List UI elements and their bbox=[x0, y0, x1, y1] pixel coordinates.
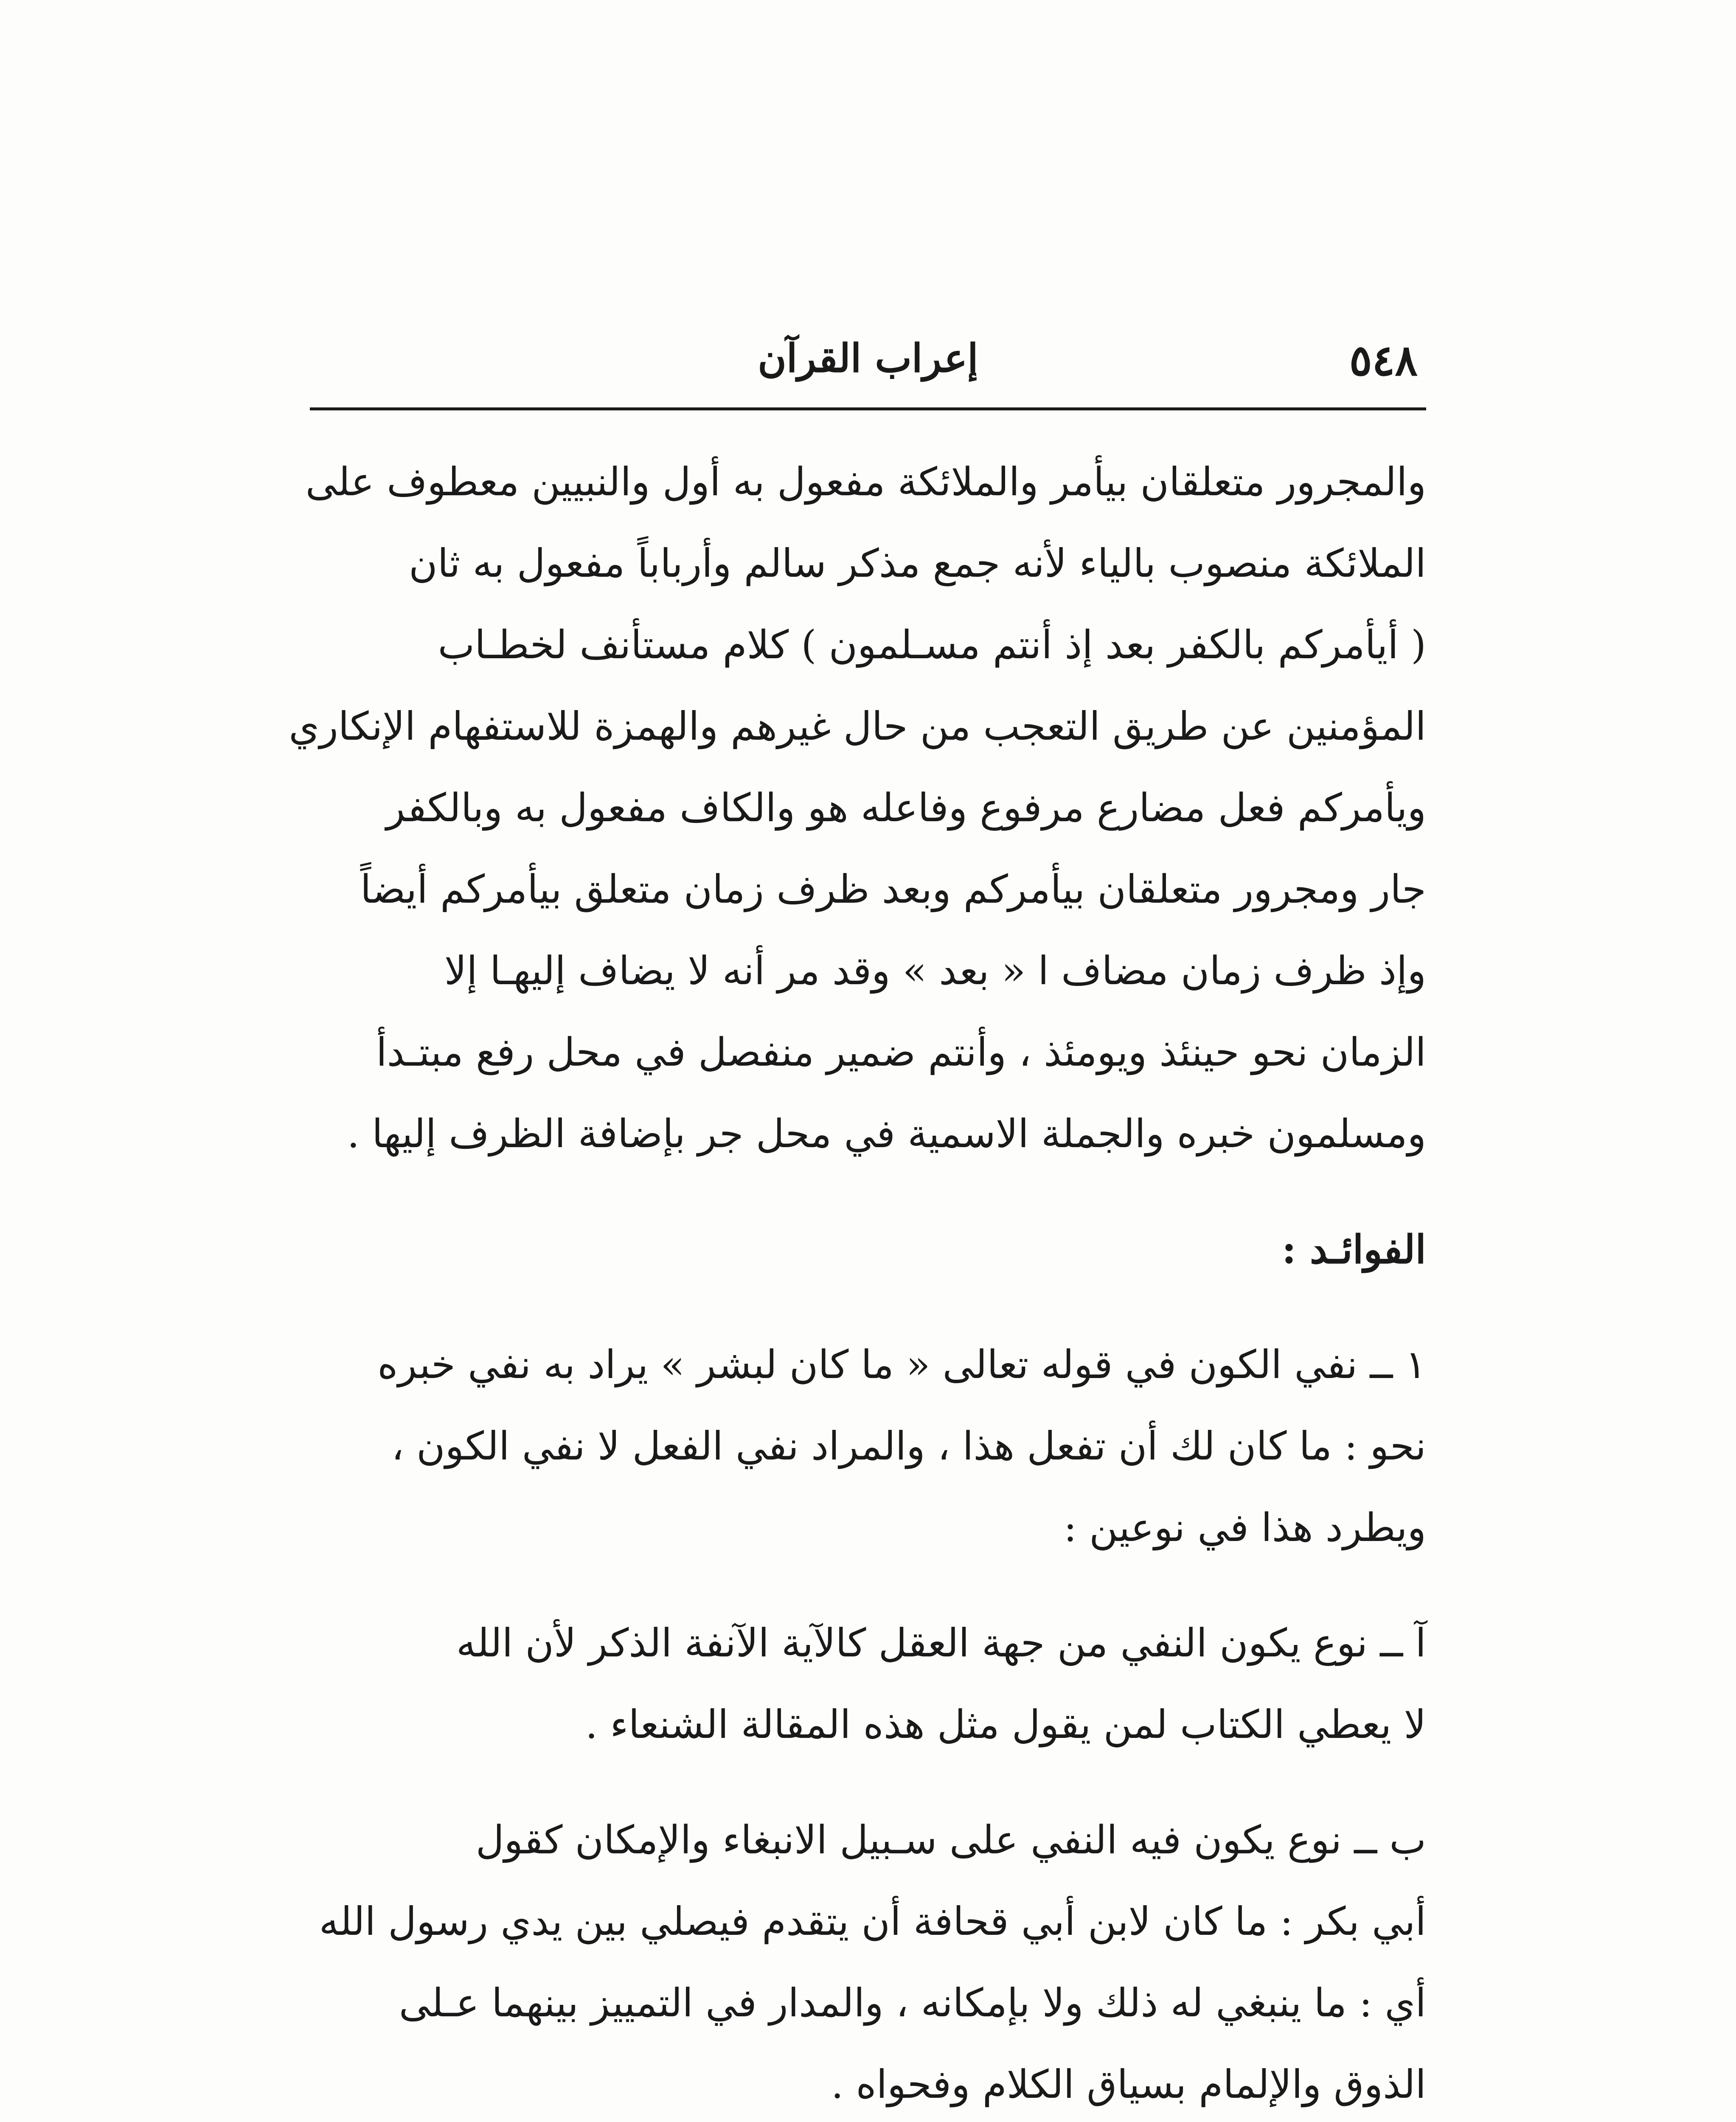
text-line: أي : ما ينبغي له ذلك ولا بإمكانه ، والمدار في التمييز بينهما عـلى bbox=[399, 1980, 1426, 2026]
text-line: الزمان نحو حينئذ ويومئذ ، وأنتم ضمير منفصل في محل رفع مبتـدأ bbox=[376, 1030, 1426, 1075]
header-rule bbox=[310, 407, 1426, 410]
text-line: الملائكة منصوب بالياء لأنه جمع مذكر سالم وأرباباً مفعول به ثان bbox=[409, 541, 1426, 586]
text-line: جار ومجرور متعلقان بيأمركم وبعد ظرف زمان متعلق بيأمركم أيضاً bbox=[360, 867, 1426, 912]
text-line: ١ ــ نفي الكون في قوله تعالى « ما كان لبشر » يراد به نفي خبره bbox=[377, 1342, 1426, 1387]
paragraph-2 bbox=[297, 1324, 1426, 1569]
text-line: الذوق والإلمام بسياق الكلام وفحواه . bbox=[831, 2062, 1426, 2107]
text-line: آ ــ نوع يكون النفي من جهة العقل كالآية الآنفة الذكر لأن الله bbox=[456, 1620, 1426, 1666]
text-line: ( أيأمركم بالكفر بعد إذ أنتم مسـلمون ) كلام مستأنف لخطـاب bbox=[438, 622, 1426, 668]
running-title: إعراب القرآن bbox=[758, 335, 978, 381]
text-line: والمجرور متعلقان بيأمر والملائكة مفعول به أول والنبيين معطوف على bbox=[305, 459, 1426, 505]
text-line: أبي بكر : ما كان لابن أبي قحافة أن يتقدم فيصلي بين يدي رسول الله bbox=[319, 1899, 1426, 1944]
paragraph-gap bbox=[297, 1766, 1426, 1799]
paragraph-gap bbox=[297, 1290, 1426, 1324]
paragraph-gap bbox=[297, 1569, 1426, 1603]
paragraph-3 bbox=[297, 1603, 1426, 1766]
text-line: ويأمركم فعل مضارع مرفوع وفاعله هو والكاف مفعول به وبالكفر bbox=[386, 785, 1426, 831]
text-line: نحو : ما كان لك أن تفعل هذا ، والمراد نفي الفعل لا نفي الكون ، bbox=[391, 1423, 1426, 1469]
text-line: ب ــ نوع يكون فيه النفي على سـبيل الانبغاء والإمكان كقول bbox=[475, 1817, 1426, 1863]
text-line: ومسلمون خبره والجملة الاسمية في محل جر بإضافة الظرف إليها . bbox=[347, 1111, 1426, 1156]
paragraph-4 bbox=[297, 1799, 1426, 2122]
body-text bbox=[289, 441, 1426, 2122]
paragraph-gap bbox=[297, 1175, 1426, 1209]
page-header bbox=[310, 331, 1426, 395]
text-line: وإذ ظرف زمان مضاف ا « بعد » وقد مر أنه لا يضاف إليهـا إلا bbox=[444, 948, 1426, 994]
text-line: لا يعطي الكتاب لمن يقول مثل هذه المقالة الشنعاء . bbox=[585, 1702, 1426, 1747]
page-number: ٥٤٨ bbox=[1349, 335, 1418, 385]
text-line: المؤمنين عن طريق التعجب من حال غيرهم والهمزة للاستفهام الإنكاري bbox=[289, 704, 1426, 749]
paragraph-1 bbox=[289, 441, 1426, 1175]
section-heading: الفوائـد : bbox=[1281, 1227, 1426, 1272]
text-line: ويطرد هذا في نوعين : bbox=[1063, 1505, 1426, 1550]
